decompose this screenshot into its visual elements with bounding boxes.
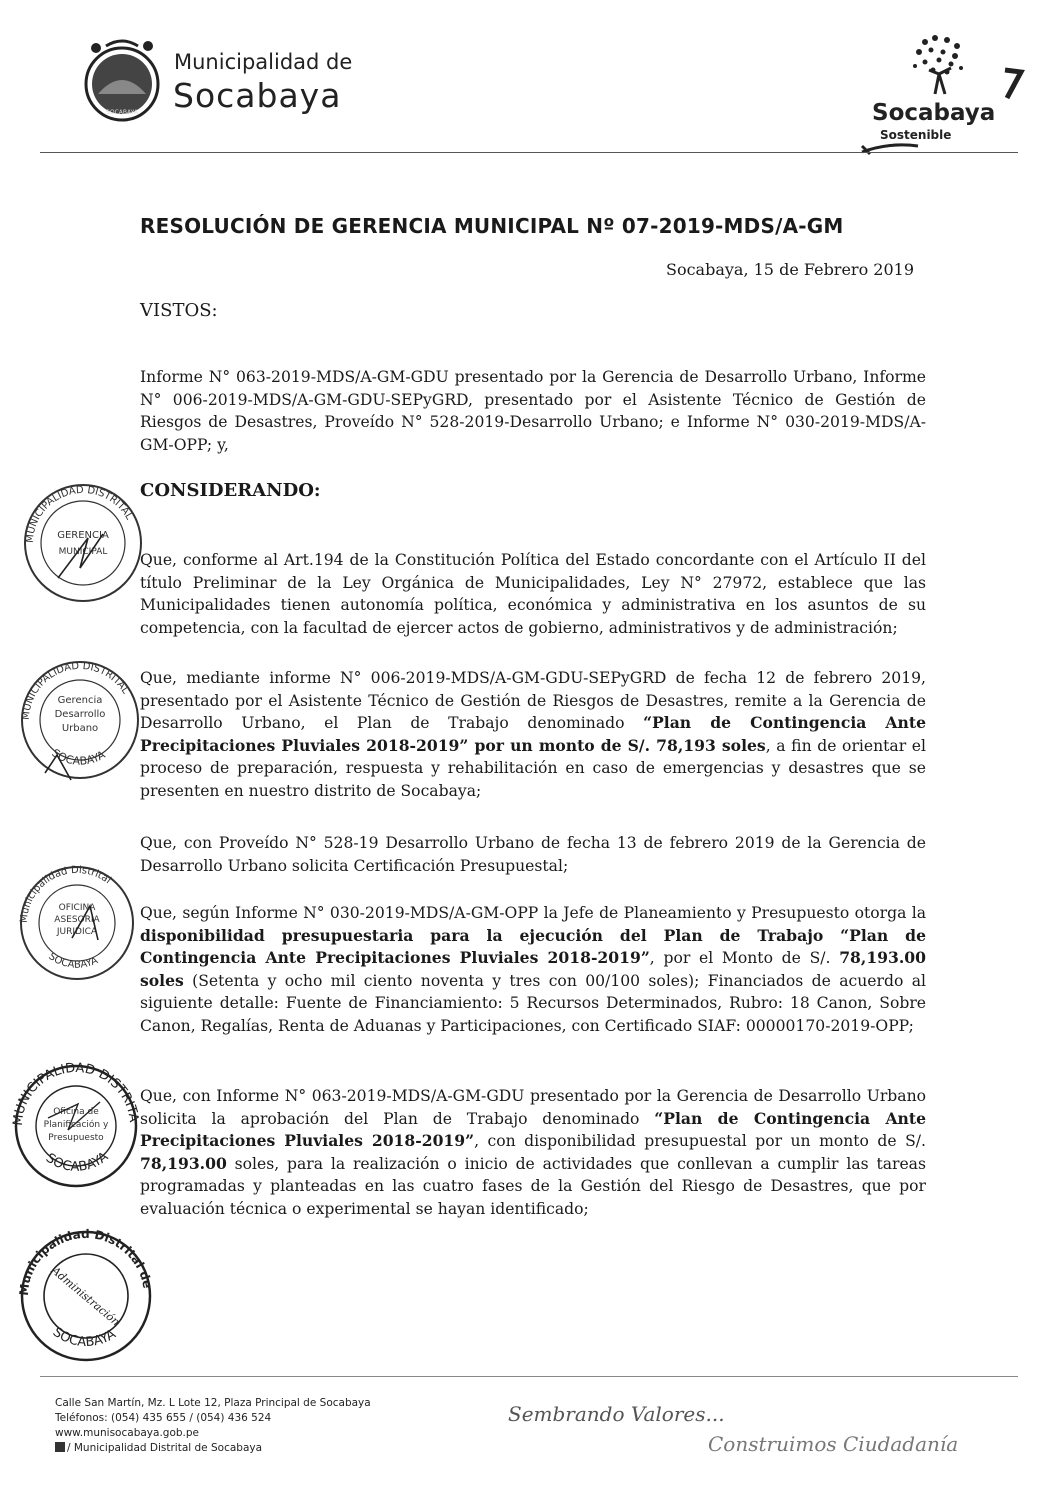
stamp5-ring-bottom: SOCABAYA <box>49 1324 119 1351</box>
stamp4-center-line3: Presupuesto <box>48 1133 104 1143</box>
stamp-asesoria-juridica <box>12 858 142 992</box>
p5-text-d: 78,193.00 <box>140 1153 227 1173</box>
stamp-gerencia-municipal <box>18 478 148 612</box>
svg-text:Municipalidad Distrital de <box>17 1227 155 1296</box>
resolution-title: RESOLUCIÓN DE GERENCIA MUNICIPAL Nº 07-2019-MDS/A-GM <box>140 214 844 238</box>
footer-divider <box>40 1376 1018 1377</box>
stamp2-center-line2: Desarrollo <box>54 709 106 720</box>
p2-text-b: “Plan de Contingencia Ante Precipitaciones Pluviales 2018-2019” por un monto de S/. 78,193 soles <box>140 713 926 755</box>
slogan-sembrando-valores: Sembrando Valores... <box>508 1402 725 1426</box>
stamp3-ring-top: Municipalidad Distrital <box>18 864 113 924</box>
stamp3-center-line1: OFICINA <box>58 903 96 913</box>
facebook-icon <box>55 1442 65 1452</box>
logo-right-title: Socabaya <box>872 100 996 126</box>
vistos-paragraph: Informe N° 063-2019-MDS/A-GM-GDU presentado por la Gerencia de Desarrollo Urbano, Informe N° 006-2019-MDS/A-GM-GDU-SEPyGRD, presentado por el Asistente Técnico de Gestión de Riesgos de Desastres, Proveído N° 528-2019-Desarrollo Urbano; e Informe N° 030-2019-MDS/A-GM-OPP; y, <box>140 368 926 454</box>
paragraph-3: Que, con Proveído N° 528-19 Desarrollo Urbano de fecha 13 de febrero 2019 de la Gerencia de Desarrollo Urbano solicita Certificación Presupuestal; <box>140 834 926 875</box>
paragraph-4 <box>140 902 926 1038</box>
stamp2-center-line3: Urbano <box>61 723 99 734</box>
slogan-construimos-ciudadania: Construimos Ciudadanía <box>708 1432 959 1456</box>
paragraph-2 <box>140 667 926 803</box>
stamp-planificacion-presupuesto <box>8 1058 144 1198</box>
p4-text-d: 78,193.00 soles <box>140 948 926 990</box>
p4-text-a: Que, según Informe N° 030-2019-MDS/A-GM-OPP la Jefe de Planeamiento y Presupuesto otorga la <box>140 904 926 922</box>
p5-text-e: soles, para la realización o inicio de actividades que conllevan a cumplir las tareas programadas y planteadas en las cuatro fases de la Gestión del Riesgo de Desastres, que por evaluación técnica o experimental se hayan identificado; <box>140 1154 926 1218</box>
stamp2-ring-top: MUNICIPALIDAD DISTRITAL <box>20 660 131 721</box>
logo-swoosh <box>860 140 920 160</box>
stamp3-center-line3: JURIDICA <box>56 927 98 937</box>
svg-text:SOCABAYA <box>43 1149 112 1175</box>
stamp4-ring-top: MUNICIPALIDAD DISTRITA <box>10 1060 141 1127</box>
p5-text-c: , con disponibilidad presupuestal por un monto de S/. <box>474 1132 926 1151</box>
socabaya-sostenible-logo <box>895 30 1025 105</box>
considerando-heading: CONSIDERANDO: <box>140 480 321 501</box>
p5-text-a: Que, con Informe N° 063-2019-MDS/A-GM-GDU presentado por la Gerencia de Desarrollo Urbano solicita la aprobación del Plan de Trabajo denominado <box>140 1087 926 1128</box>
vistos-heading: VISTOS: <box>140 300 218 321</box>
stamp3-ring-bottom: SOCABAYA <box>46 951 100 971</box>
footer-website: www.munisocabaya.gob.pe <box>55 1427 199 1439</box>
footer-phones: Teléfonos: (054) 435 655 / (054) 436 524 <box>55 1412 272 1424</box>
logo-right-subtitle: Sostenible <box>880 128 952 142</box>
p4-text-c: , por el Monto de S/. <box>649 949 840 968</box>
stamp1-center-line1: GERENCIA <box>57 530 109 541</box>
header-divider <box>40 152 1018 153</box>
logo-text-line1: Municipalidad de <box>174 50 353 74</box>
p4-text-b: disponibilidad presupuestaria para la ejecución del Plan de Trabajo “Plan de Contingencia Ante Precipitaciones Pluviales 2018-2019” <box>140 925 926 968</box>
p4-text-e: (Setenta y ocho mil ciento noventa y tres con 00/100 soles); Financiados de acuerdo al siguiente detalle: Fuente de Financiamiento: 5 Recursos Determinados, Rubro: 18 Canon, Sobre Canon, Regalías, Renta de Aduanas y Participaciones, con Certificado SIAF: 00000170-2019-OPP; <box>140 971 926 1035</box>
stamp1-ring-text: MUNICIPALIDAD DISTRITAL <box>24 484 135 544</box>
logo-text-line2: Socabaya <box>173 76 342 115</box>
svg-text:SOCABAYA <box>46 951 99 971</box>
footer-social-text: / Municipalidad Distrital de Socabaya <box>67 1442 263 1454</box>
p5-text-b: “Plan de Contingencia Ante Precipitaciones Pluviales 2018-2019” <box>140 1108 927 1151</box>
footer-address: Calle San Martín, Mz. L Lote 12, Plaza Principal de Socabaya <box>55 1397 371 1409</box>
stamp-administracion <box>12 1222 160 1374</box>
document-date: Socabaya, 15 de Febrero 2019 <box>666 260 915 279</box>
stamp4-center-line1: Oficina de <box>53 1107 99 1117</box>
stamp2-ring-bottom: SOCABAYA <box>49 746 108 768</box>
stamp4-center-line2: Planificación y <box>43 1120 109 1130</box>
stamp3-center-line2: ASESORIA <box>54 915 100 925</box>
footer-social <box>55 1441 371 1456</box>
stamp4-ring-bottom: SOCABAYA <box>42 1149 112 1175</box>
footer-contact <box>55 1396 371 1456</box>
svg-text:SOCABAYA <box>50 1325 119 1350</box>
paragraph-1: Que, conforme al Art.194 de la Constitución Política del Estado concordante con el Artículo II del título Preliminar de la Ley Orgánica de Municipalidades, Ley N° 27972, establece que las Municipalidades tienen autonomía política, económica y administrativa en los asuntos de su competencia, con la facultad de ejercer actos de gobierno, administrativos y de administración; <box>140 551 926 637</box>
stamp5-center: Administración <box>49 1264 123 1329</box>
p2-text-a: Que, mediante informe N° 006-2019-MDS/A-GM-GDU-SEPyGRD de fecha 12 de febrero 2019, presentado por el Asistente Técnico de Gestión de Riesgos de Desastres, remite a la Gerencia de Desarrollo Urbano, el Plan de Trabajo denominado <box>140 669 926 733</box>
stamp-gerencia-desarrollo-urbano <box>15 655 145 789</box>
stamp5-ring-top: Municipalidad Distrital de <box>16 1226 155 1297</box>
seal-text: SOCABAYA <box>106 109 138 116</box>
paragraph-5 <box>140 1085 926 1221</box>
municipal-seal-logo <box>76 36 168 128</box>
p2-text-c: , a fin de orientar el proceso de preparación, respuesta y rehabilitación en caso de emergencias y desastres que se presenten en nuestro distrito de Socabaya; <box>140 736 926 800</box>
stamp1-center-line2: MUNICIPAL <box>58 547 108 557</box>
stamp2-center-line1: Gerencia <box>57 695 103 706</box>
